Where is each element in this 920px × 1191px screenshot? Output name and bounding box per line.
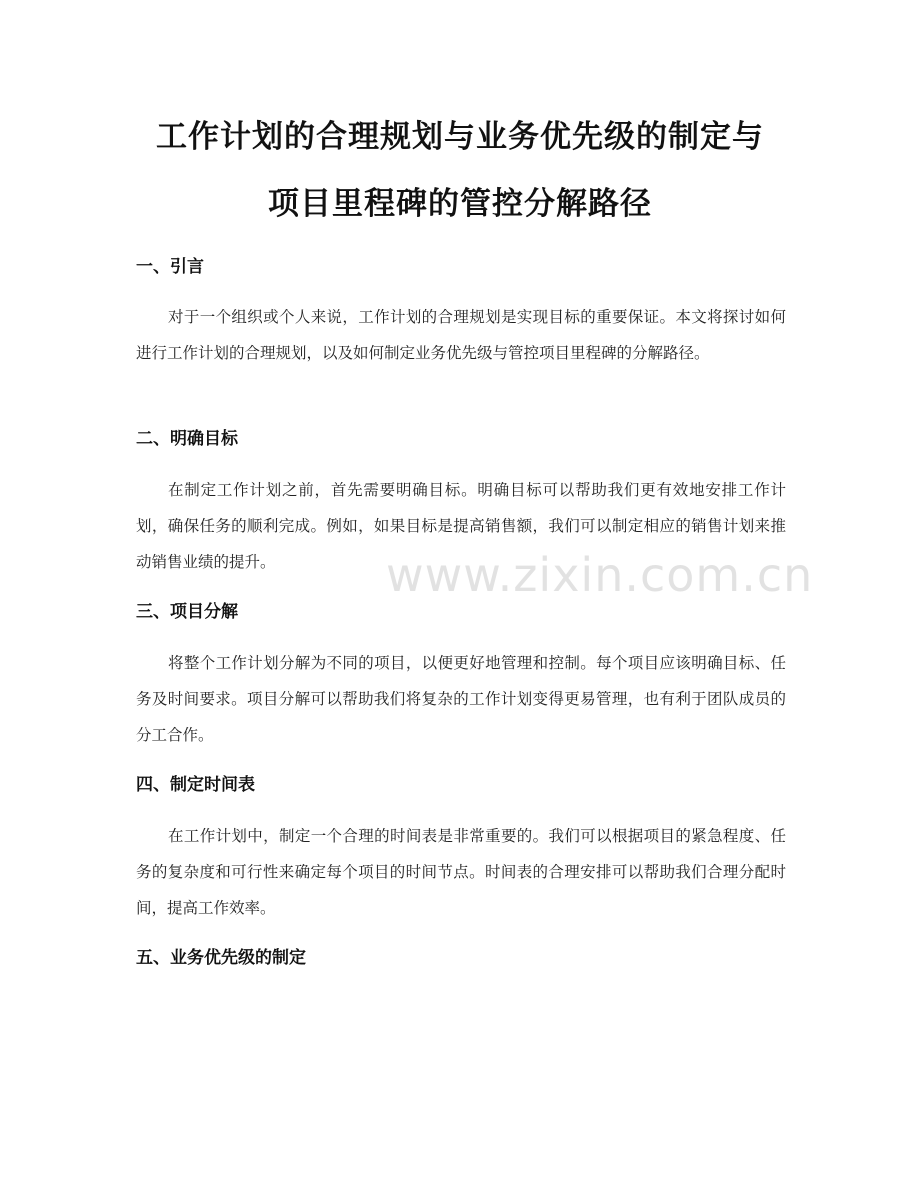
document-title (100, 104, 820, 238)
section-body-project-breakdown: 将整个工作计划分解为不同的项目，以便更好地管理和控制。每个项目应该明确目标、任务及时间要求。项目分解可以帮助我们将复杂的工作计划变得更易管理，也有利于团队成员的分工合作。 (136, 654, 786, 744)
section-heading-goals: 二、明确目标 (136, 429, 238, 449)
section-heading-intro: 一、引言 (136, 257, 204, 277)
section-body-intro: 对于一个组织或个人来说，工作计划的合理规划是实现目标的重要保证。本文将探讨如何进行工作计划的合理规划，以及如何制定业务优先级与管控项目里程碑的分解路径。 (136, 308, 786, 362)
section-heading-timeline: 四、制定时间表 (136, 775, 255, 795)
section-heading-priority: 五、业务优先级的制定 (136, 948, 306, 968)
section-body-goals: 在制定工作计划之前，首先需要明确目标。明确目标可以帮助我们更有效地安排工作计划，确保任务的顺利完成。例如，如果目标是提高销售额，我们可以制定相应的销售计划来推动销售业绩的提升。 (136, 481, 786, 571)
title-line-2: 项目里程碑的管控分解路径 (268, 186, 652, 222)
section-heading-project-breakdown: 三、项目分解 (136, 602, 238, 622)
title-line-1: 工作计划的合理规划与业务优先级的制定与 (156, 119, 764, 155)
section-body-timeline: 在工作计划中，制定一个合理的时间表是非常重要的。我们可以根据项目的紧急程度、任务的复杂度和可行性来确定每个项目的时间节点。时间表的合理安排可以帮助我们合理分配时间，提高工作效率。 (136, 827, 786, 917)
watermark-text: www.zixin.com.cn (386, 548, 814, 602)
